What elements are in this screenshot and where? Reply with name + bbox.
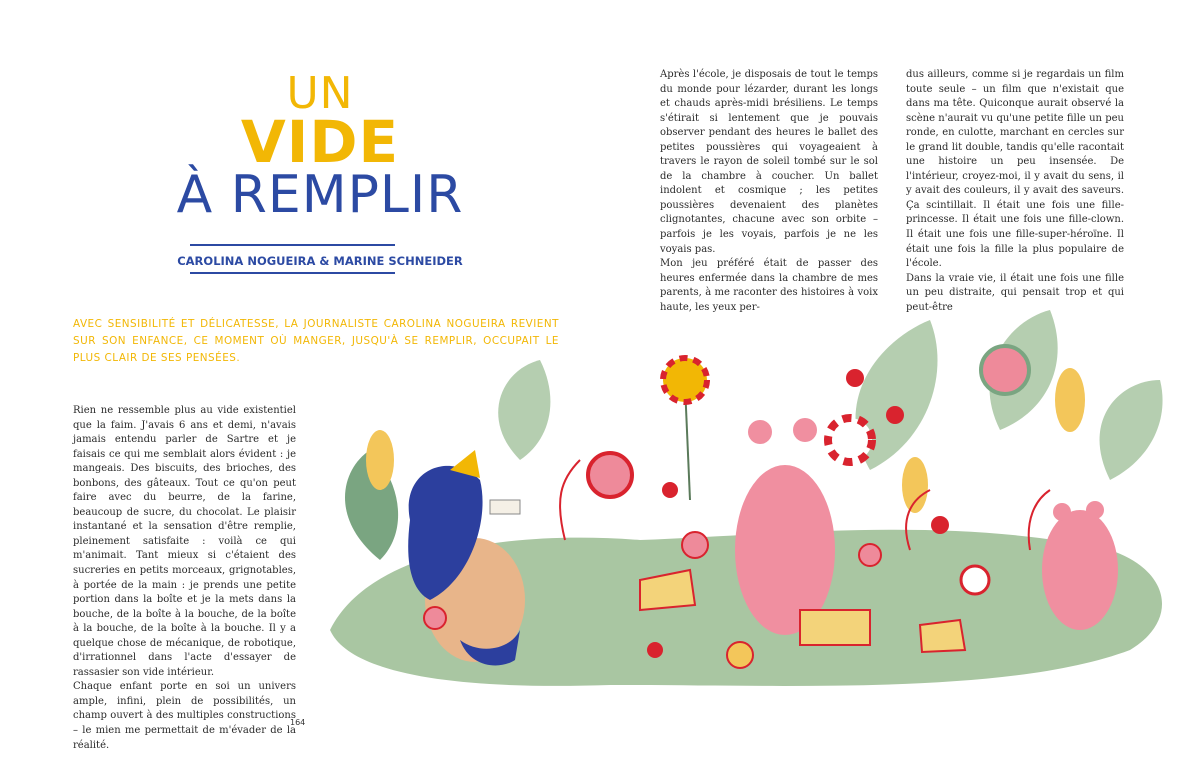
paragraph: Chaque enfant porte en soi un univers ample, infini, plein de possibilités, un champ ouvert à des multiples constructions – le mien me permettait de m'évader de la réalité. xyxy=(73,681,296,751)
cherry xyxy=(647,642,663,658)
title-line-2: VIDE xyxy=(240,108,400,176)
standfirst: AVEC SENSIBILITÉ ET DÉLICATESSE, LA JOURNALISTE CAROLINA NOGUEIRA REVIENT SUR SON ENFANCE, CE MOMENT OÙ MANGER, JUSQU'À SE REMPLIR, OCCUPAIT LE PLUS CLAIR DE SES PENSÉES. xyxy=(73,318,559,364)
cake-slice xyxy=(920,620,965,652)
binoculars xyxy=(490,500,520,514)
page-number: 164 xyxy=(290,718,306,727)
lollipop xyxy=(588,453,632,497)
paragraph: Dans la vraie vie, il était une fois une fille un peu distraite, qui pensait trop et qui peut-être xyxy=(906,272,1124,313)
authors: CAROLINA NOGUEIRA & MARINE SCHNEIDER xyxy=(177,254,463,268)
cherry xyxy=(886,406,904,424)
snail xyxy=(682,532,708,558)
pink-bear xyxy=(1042,510,1118,630)
palm-leaf xyxy=(498,360,550,460)
lollipop xyxy=(981,346,1029,394)
snail xyxy=(859,544,881,566)
cake-slice xyxy=(800,610,870,645)
snail xyxy=(727,642,753,668)
body-column-3 xyxy=(906,68,1124,315)
bottom-rule xyxy=(190,272,395,274)
title-line-3: À REMPLIR xyxy=(176,165,464,225)
illustration xyxy=(310,300,1190,700)
body-column-2 xyxy=(660,68,878,315)
paragraph: Après l'école, je disposais de tout le temps du monde pour lézarder, durant les longs et chauds après-midi brésiliens. Le temps s'étirait si lentement que je pouvais observer pendant des heures le ballet des petites poussières qui voyageaient à travers le rayon de soleil tombé sur le sol de la chambre à coucher. Un ballet indolent et cosmique ; les petites poussières devenaient des planètes clignotantes, chacune avec son orbite – parfois je les voyais, parfois je ne les voyais pas. xyxy=(660,69,878,255)
yellow-flower xyxy=(366,430,394,490)
lollipop xyxy=(828,418,872,462)
paragraph: dus ailleurs, comme si je regardais un film toute seule – un film que n'existait que dans ma tête. Quiconque aurait observé la scène n'aurait vu qu'une petite fille un peu ronde, en culotte, marchant en cercles sur le grand lit double, tandis qu'elle racontait une histoire un peu insensée. De l'intérieur, croyez-moi, il y avait du sens, il y avait des couleurs, il y avait des saveurs. Ça scintillait. Il était une fois une fille-princesse. Il était une fois une fille-clown. Il était une fois une fille-super-héroïne. Il était une fois la fille la plus populaire de l'école. xyxy=(906,69,1124,270)
title-line-1: UN xyxy=(286,68,354,119)
body-column-1 xyxy=(73,404,296,753)
cherry xyxy=(931,516,949,534)
lollipop xyxy=(663,358,707,402)
yellow-flower xyxy=(902,457,928,513)
yellow-flower xyxy=(1055,368,1085,432)
cherry xyxy=(662,482,678,498)
snail xyxy=(961,566,989,594)
paragraph: Mon jeu préféré était de passer des heures enfermée dans la chambre de mes parents, à me raconter des histoires à voix haute, les yeux per- xyxy=(660,258,878,313)
cherry xyxy=(846,369,864,387)
palm-leaf xyxy=(1100,380,1163,480)
top-rule xyxy=(190,244,395,246)
paragraph: Rien ne ressemble plus au vide existentiel que la faim. J'avais 6 ans et demi, n'avais jamais entendu parler de Sartre et je faisais ce qui me semblait alors évident : je mangeais. Des biscuits, des brioches, des bonbons, des gâteaux. Tout ce qu'on peut faire avec du beurre, de la farine, beaucoup de sucre, du chocolat. Le plaisir instantané et la sensation d'être remplie, pleinement satisfaite : voilà ce qui m'animait. Tant mieux si c'étaient des sucreries en petits morceaux, grignotables, à portée de la main : je prends une petite portion dans la boîte et je la mets dans la bouche, de la boîte à la bouche, de la boîte à la bouche, de la boîte à la bouche. Il y a quelque chose de mécanique, de robotique, d'irrationnel dans l'acte d'essayer de rassasier son vide intérieur. xyxy=(73,405,296,678)
snail xyxy=(424,607,446,629)
